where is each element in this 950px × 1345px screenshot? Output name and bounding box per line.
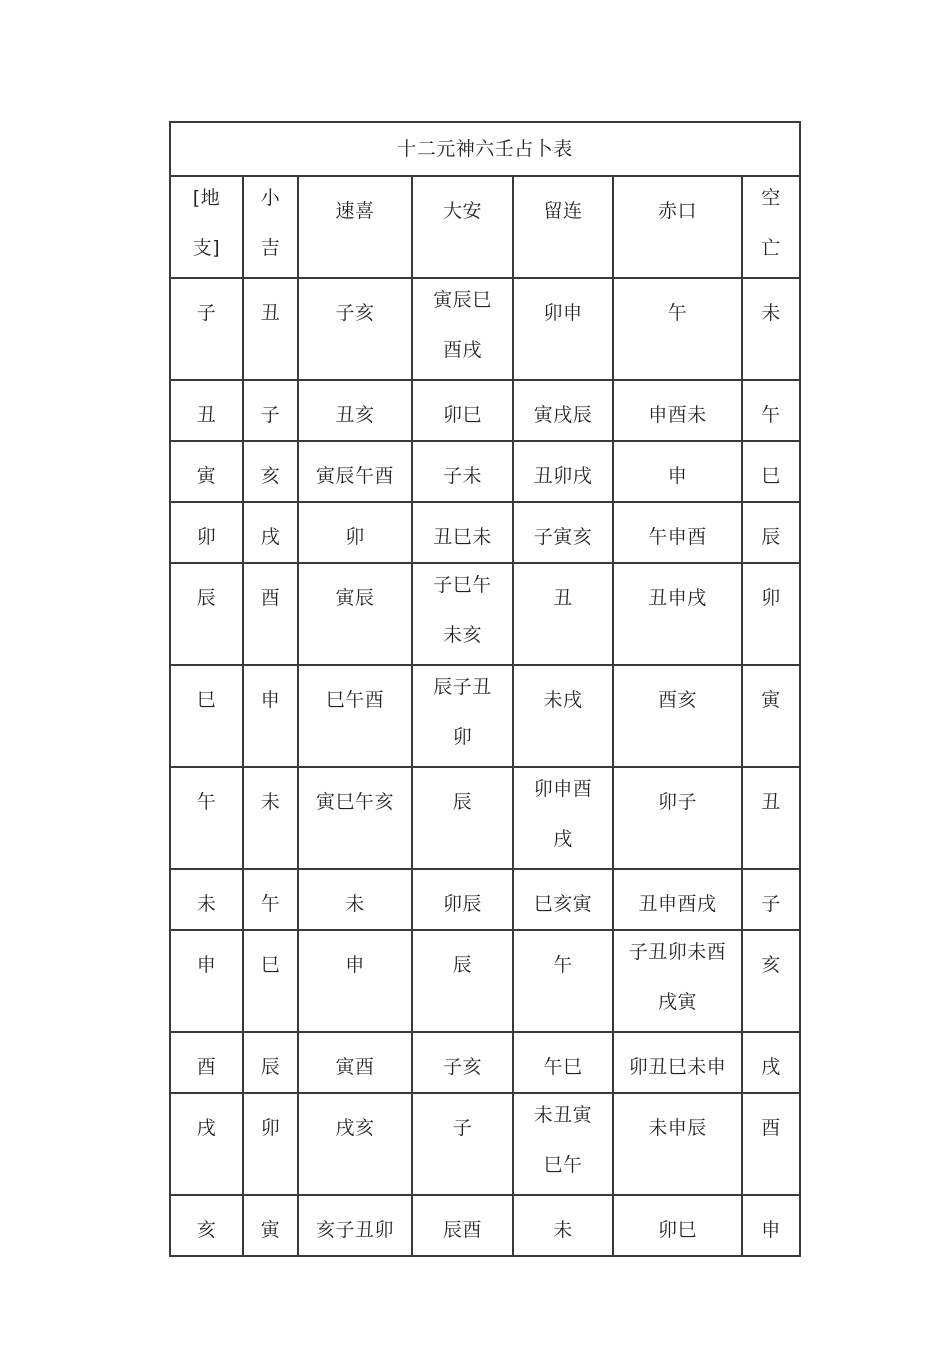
divination-table [169,121,801,1257]
table-row [170,502,800,563]
cell-text: 卯子 [657,791,697,813]
cell-text: 卯辰 [442,893,482,915]
header-cell [170,176,243,278]
cell-text: 午 [260,893,281,915]
table-row [170,278,800,380]
cell-text: 辰子丑卯 [433,676,492,748]
table-cell [742,1093,800,1195]
cell-text: 子未 [442,465,482,487]
cell-text: 丑亥 [335,404,375,426]
table-cell [298,1093,412,1195]
table-cell [243,441,298,502]
cell-text: 酉 [196,1056,217,1078]
cell-text: 子 [452,1117,473,1139]
cell-text: 子亥 [335,302,375,324]
table-row [170,1032,800,1093]
cell-text: 丑申戌 [648,587,707,609]
table-cell [412,767,513,869]
header-cell [742,176,800,278]
cell-text: 丑 [761,791,781,813]
cell-text: 巳 [196,689,217,711]
cell-text: 丑卯戌 [533,465,593,487]
table-cell [298,563,412,665]
cell-text: 巳 [761,465,781,487]
cell-text: 寅辰午酉 [315,465,394,487]
table-cell [243,930,298,1032]
table-cell [243,1093,298,1195]
header-liulian: 留连 [543,200,583,222]
table-cell [613,1195,742,1256]
cell-text: 未戌 [543,689,583,711]
table-cell [170,380,243,441]
table-cell [613,1032,742,1093]
cell-text: 亥 [260,465,281,487]
table-title-cell [170,122,800,176]
cell-text: 卯巳 [657,1219,697,1241]
table-cell [613,380,742,441]
table-cell [170,930,243,1032]
table-cell [412,665,513,767]
cell-text: 巳 [260,954,281,976]
table-row [170,1195,800,1256]
cell-text: 丑巳未 [433,526,492,548]
table-cell [513,869,613,930]
table-cell [298,502,412,563]
cell-text: 子寅亥 [533,526,593,548]
cell-text: 亥 [761,954,781,976]
cell-text: 巳亥寅 [533,893,593,915]
table-cell [298,767,412,869]
table-title: 十二元神六壬占卜表 [397,138,573,160]
table-cell [742,278,800,380]
table-cell [513,1093,613,1195]
table-cell [170,1032,243,1093]
cell-text: 辰酉 [442,1219,482,1241]
table-cell [298,380,412,441]
table-cell [298,665,412,767]
cell-text: 丑 [260,302,281,324]
table-row [170,869,800,930]
table-cell [613,278,742,380]
divination-table-container [169,121,801,1257]
cell-text: 子 [260,404,281,426]
table-cell [513,1195,613,1256]
cell-text: 戌 [761,1056,781,1078]
cell-text: 午 [553,954,573,976]
cell-text: 未申辰 [648,1117,707,1139]
table-row [170,563,800,665]
header-chikou: 赤口 [657,200,697,222]
header-cell [412,176,513,278]
table-cell [298,1195,412,1256]
table-cell [613,563,742,665]
cell-text: 卯巳 [442,404,482,426]
table-cell [742,930,800,1032]
table-row [170,930,800,1032]
cell-text: 子 [761,893,781,915]
table-cell [298,869,412,930]
table-cell [243,869,298,930]
table-cell [613,502,742,563]
table-cell [742,665,800,767]
table-cell [513,1032,613,1093]
cell-text: 丑 [196,404,217,426]
table-row [170,767,800,869]
table-row [170,380,800,441]
table-cell [298,278,412,380]
cell-text: 未丑寅巳午 [533,1104,593,1176]
header-cell [513,176,613,278]
table-cell [298,930,412,1032]
table-cell [243,278,298,380]
table-cell [513,930,613,1032]
table-cell [513,502,613,563]
cell-text: 卯 [761,587,781,609]
cell-text: 午 [196,791,217,813]
cell-text: 申 [667,465,688,487]
cell-text: 卯丑巳未申 [628,1056,727,1078]
table-cell [742,767,800,869]
cell-text: 未 [196,893,217,915]
cell-text: 卯 [345,526,365,548]
cell-text: 丑 [553,587,573,609]
header-xiaoji: 小吉 [260,187,281,259]
cell-text: 申酉未 [648,404,707,426]
table-cell [513,767,613,869]
cell-text: 辰 [452,954,473,976]
table-cell [170,278,243,380]
table-cell [243,380,298,441]
table-cell [613,441,742,502]
table-cell [243,563,298,665]
cell-text: 未 [553,1219,573,1241]
table-cell [742,1032,800,1093]
header-kongwang: 空亡 [761,187,781,259]
header-suxi: 速喜 [335,200,375,222]
title-row [170,122,800,176]
cell-text: 寅 [260,1219,281,1241]
table-cell [613,665,742,767]
table-cell [170,502,243,563]
cell-text: 子亥 [442,1056,482,1078]
table-cell [412,869,513,930]
cell-text: 戌 [196,1117,217,1139]
cell-text: 亥子丑卯 [315,1219,394,1241]
table-cell [170,665,243,767]
table-cell [742,380,800,441]
cell-text: 酉亥 [657,689,697,711]
header-cell [613,176,742,278]
table-cell [170,441,243,502]
cell-text: 未 [345,893,365,915]
cell-text: 巳午酉 [325,689,385,711]
table-cell [412,1093,513,1195]
cell-text: 寅辰巳酉戌 [433,289,492,361]
table-row [170,1093,800,1195]
cell-text: 卯 [260,1117,281,1139]
header-cell [243,176,298,278]
table-cell [613,869,742,930]
table-cell [412,930,513,1032]
header-row [170,176,800,278]
table-cell [412,441,513,502]
cell-text: 午巳 [543,1056,583,1078]
table-cell [613,1093,742,1195]
cell-text: 丑申酉戌 [638,893,717,915]
cell-text: 寅戌辰 [533,404,593,426]
table-cell [613,767,742,869]
cell-text: 申 [345,954,365,976]
cell-text: 戌 [260,526,281,548]
header-cell [298,176,412,278]
cell-text: 子丑卯未酉戌寅 [628,941,727,1013]
table-row [170,441,800,502]
cell-text: 辰 [761,526,781,548]
cell-text: 寅酉 [335,1056,375,1078]
table-cell [412,1195,513,1256]
table-cell [243,502,298,563]
table-cell [170,1093,243,1195]
cell-text: 子巳午未亥 [433,574,492,646]
header-dizhi: [地支] [192,187,221,259]
table-cell [513,441,613,502]
table-cell [243,1195,298,1256]
cell-text: 卯申酉戌 [533,778,593,850]
table-cell [513,380,613,441]
header-daan: 大安 [442,200,482,222]
table-cell [412,278,513,380]
cell-text: 酉 [761,1117,781,1139]
table-cell [170,767,243,869]
table-cell [513,278,613,380]
table-cell [412,1032,513,1093]
cell-text: 卯申 [543,302,583,324]
cell-text: 未 [761,302,781,324]
table-cell [742,502,800,563]
table-cell [742,869,800,930]
cell-text: 午申酉 [648,526,707,548]
table-cell [243,1032,298,1093]
cell-text: 戌亥 [335,1117,375,1139]
table-cell [170,563,243,665]
cell-text: 酉 [260,587,281,609]
cell-text: 辰 [196,587,217,609]
table-cell [243,665,298,767]
table-cell [742,1195,800,1256]
table-cell [243,767,298,869]
cell-text: 午 [667,302,688,324]
cell-text: 未 [260,791,281,813]
table-cell [298,1032,412,1093]
cell-text: 辰 [452,791,473,813]
table-row [170,665,800,767]
cell-text: 寅 [196,465,217,487]
table-cell [412,502,513,563]
cell-text: 亥 [196,1219,217,1241]
table-cell [170,869,243,930]
table-cell [412,563,513,665]
table-cell [298,441,412,502]
table-cell [412,380,513,441]
table-cell [742,441,800,502]
cell-text: 申 [260,689,281,711]
cell-text: 申 [196,954,217,976]
table-cell [742,563,800,665]
table-cell [513,563,613,665]
cell-text: 子 [196,302,217,324]
cell-text: 寅辰 [335,587,375,609]
table-cell [613,930,742,1032]
cell-text: 寅巳午亥 [315,791,394,813]
cell-text: 卯 [196,526,217,548]
cell-text: 午 [761,404,781,426]
cell-text: 寅 [761,689,781,711]
table-cell [513,665,613,767]
table-cell [170,1195,243,1256]
cell-text: 辰 [260,1056,281,1078]
cell-text: 申 [761,1219,781,1241]
